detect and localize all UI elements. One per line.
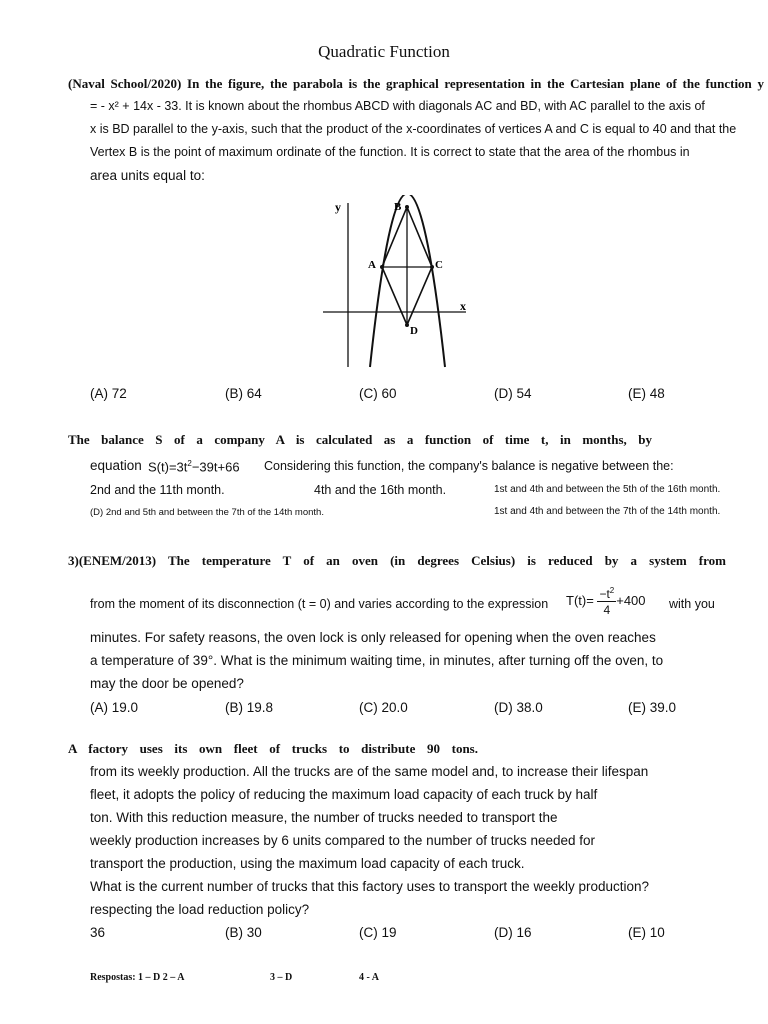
answers-part-3: 4 - A — [359, 972, 379, 983]
parabola-rhombus-figure — [318, 195, 478, 370]
page-title: Quadratic Function — [318, 42, 450, 61]
q2-formula-rhs: 3t — [176, 459, 188, 475]
q3-formula-num-exp: 2 — [609, 586, 615, 595]
q1-option-b: (B) 64 — [225, 386, 262, 401]
q2-formula-eq: = — [168, 459, 177, 475]
q4-line-2: fleet, it adopts the policy of reducing the maximum load capacity of each truck by half — [90, 787, 598, 802]
q3-header: 3)(ENEM/2013) The temperature T of an oven (in degrees Celsius) is reduced by a system from — [68, 553, 726, 568]
y-axis-label: y — [335, 200, 341, 214]
q4-option-b: (B) 30 — [225, 925, 262, 940]
label-a: A — [368, 259, 376, 271]
label-c: C — [435, 259, 443, 271]
q4-line-5: transport the production, using the maximum load capacity of each truck. — [90, 856, 525, 871]
q3-line-4: may the door be opened? — [90, 676, 244, 691]
q3-option-b: (B) 19.8 — [225, 700, 274, 715]
q2-formula-exp: 2 — [187, 459, 192, 468]
q3-formula-tail: +400 — [616, 592, 646, 608]
q1-line-2: x is BD parallel to the y-axis, such that the product of the x-coordinates of vertices A and C is equal to 40 and that the — [90, 122, 737, 136]
q4-header: A factory uses its own fleet of trucks to distribute 90 tons. — [68, 741, 478, 756]
q1-option-a: (A) 72 — [90, 386, 127, 401]
q3-formula-lhs: T(t) — [566, 592, 587, 608]
q4-line-7: respecting the load reduction policy? — [90, 902, 310, 917]
q2-formula-lhs: S(t) — [148, 459, 169, 475]
q3-option-a: (A) 19.0 — [90, 700, 139, 715]
vertex-a — [380, 265, 384, 269]
q3-option-d: (D) 38.0 — [494, 700, 543, 715]
q4-option-a: 36 — [90, 925, 106, 940]
q1-line-4: area units equal to: — [90, 168, 205, 183]
q2-option-e: 1st and 4th and between the 7th of the 14th month. — [494, 506, 721, 517]
q3-option-c: (C) 20.0 — [359, 700, 408, 715]
q3-formula-fraction — [597, 587, 616, 616]
q4-line-6: What is the current number of trucks that this factory uses to transport the weekly production? — [90, 879, 650, 894]
q3-line-3: a temperature of 39°. What is the minimum waiting time, in minutes, after turning off the oven, to — [90, 653, 664, 668]
label-b: B — [394, 201, 402, 213]
q3-formula-den: 4 — [603, 603, 611, 617]
q2-option-b: 4th and the 16th month. — [314, 483, 447, 497]
q2-consider: Considering this function, the company's balance is negative between the: — [264, 459, 674, 473]
label-d: D — [410, 325, 418, 337]
q3-formula — [566, 587, 646, 616]
q2-equation-label: equation — [90, 458, 142, 473]
answers-part-2: 3 – D — [270, 972, 293, 983]
q4-option-c: (C) 19 — [359, 925, 397, 940]
q2-option-d: (D) 2nd and 5th and between the 7th of the 14th month. — [90, 507, 324, 518]
q2-option-c: 1st and 4th and between the 5th of the 16th month. — [494, 484, 721, 495]
q3-formula-eq: = — [586, 592, 594, 608]
q4-option-d: (D) 16 — [494, 925, 532, 940]
q1-header: (Naval School/2020) In the figure, the parabola is the graphical representation in the Cartesian plane of the function y — [68, 76, 764, 91]
answers-part-1: Respostas: 1 – D 2 – A — [90, 972, 185, 983]
q4-line-3: ton. With this reduction measure, the number of trucks needed to transport the — [90, 810, 558, 825]
vertex-c — [430, 265, 434, 269]
q3-formula-num: −t — [599, 587, 610, 601]
q2-formula-tail: −39t+66 — [191, 459, 240, 475]
q1-option-e: (E) 48 — [628, 386, 665, 401]
q3-line-1-tail: with you — [669, 597, 715, 611]
q1-line-3: Vertex B is the point of maximum ordinate of the function. It is correct to state that the area of the rhombus in — [90, 145, 690, 159]
q1-option-d: (D) 54 — [494, 386, 532, 401]
q2-formula — [148, 459, 240, 474]
q4-line-4: weekly production increases by 6 units compared to the number of trucks needed for — [90, 833, 596, 848]
q1-line-1: = - x² + 14x - 33. It is known about the rhombus ABCD with diagonals AC and BD, with AC parallel to the axis of — [90, 99, 705, 113]
vertex-b — [405, 205, 409, 209]
q4-line-1: from its weekly production. All the trucks are of the same model and, to increase their lifespan — [90, 764, 649, 779]
q1-option-c: (C) 60 — [359, 386, 397, 401]
vertex-d — [405, 323, 409, 327]
q3-option-e: (E) 39.0 — [628, 700, 677, 715]
x-axis-label: x — [460, 299, 466, 313]
q3-line-1: from the moment of its disconnection (t = 0) and varies according to the expression — [90, 597, 549, 611]
q2-header: The balance S of a company A is calculated as a function of time t, in months, by — [68, 432, 652, 447]
q4-option-e: (E) 10 — [628, 925, 665, 940]
q2-option-a: 2nd and the 11th month. — [90, 483, 225, 497]
q3-line-2: minutes. For safety reasons, the oven lock is only released for opening when the oven reaches — [90, 630, 656, 645]
